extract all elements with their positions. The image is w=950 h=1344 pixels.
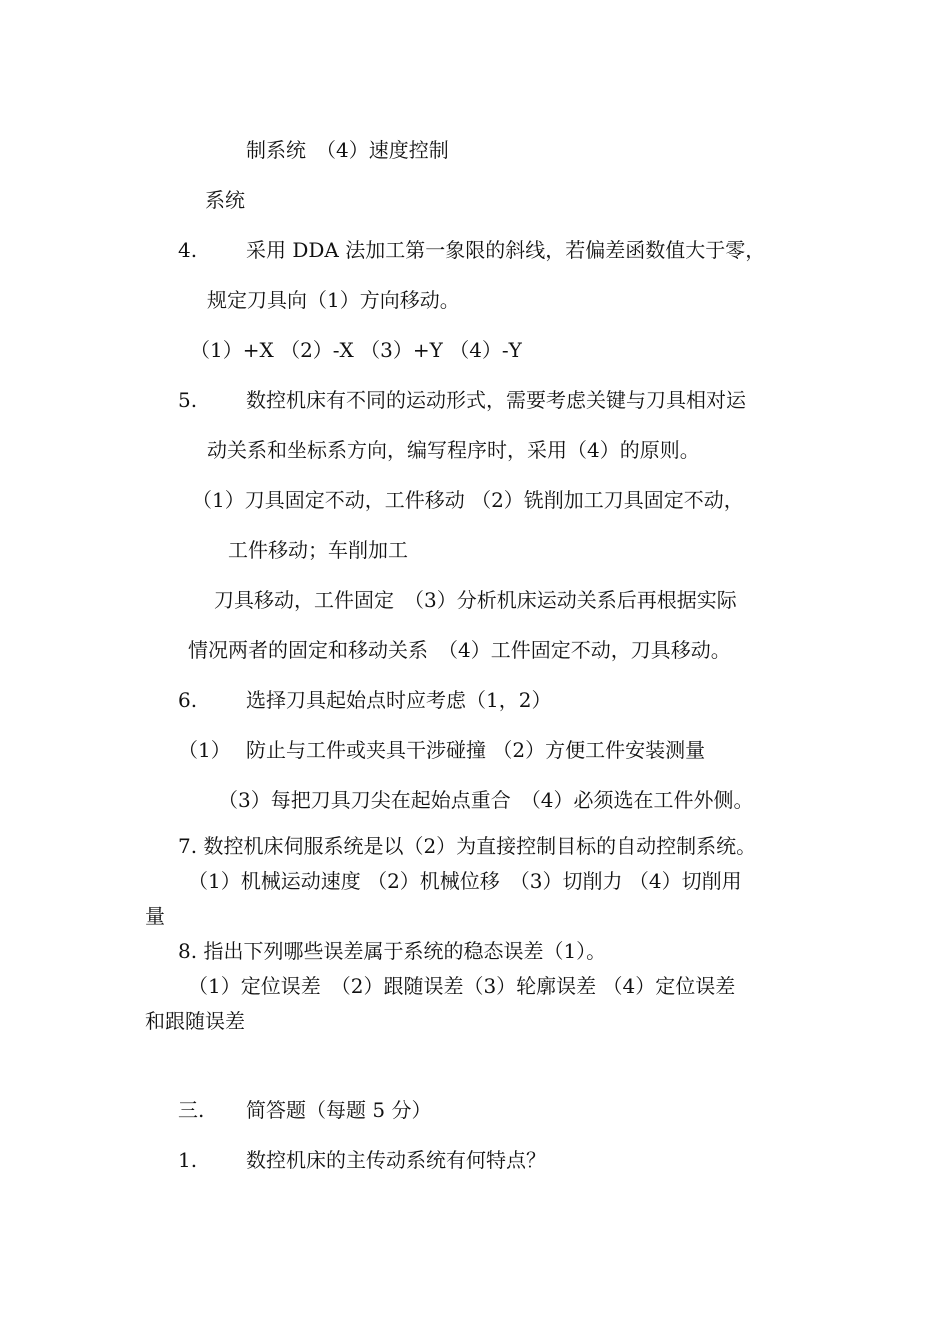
text-line: 制系统 （4）速度控制 [246, 138, 449, 162]
answer-options: 工件移动；车削加工 [228, 538, 408, 562]
section-number: 三. [178, 1098, 205, 1122]
answer-options: 刀具移动，工件固定 （3）分析机床运动关系后再根据实际 [214, 588, 737, 612]
answer-options: （1）定位误差 （2）跟随误差（3）轮廓误差 （4）定位误差 [188, 974, 736, 998]
answer-options: 情况两者的固定和移动关系 （4）工件固定不动，刀具移动。 [188, 638, 731, 662]
answer-options: （1）机械运动速度 （2）机械位移 （3）切削力 （4）切削用 [188, 869, 742, 893]
answer-options: （1）+X （2）-X （3）+Y （4）-Y [190, 338, 522, 362]
question-text: 采用 DDA 法加工第一象限的斜线，若偏差函数值大于零， [246, 238, 766, 262]
text-line: 动关系和坐标系方向，编写程序时，采用（4）的原则。 [207, 438, 700, 462]
question-text: 8. 指出下列哪些误差属于系统的稳态误差（1）。 [178, 939, 607, 963]
text-line: 和跟随误差 [145, 1009, 245, 1033]
text-line: 量 [145, 904, 165, 928]
question-text: 选择刀具起始点时应考虑（1，2） [246, 688, 552, 712]
question-text: 数控机床有不同的运动形式，需要考虑关键与刀具相对运 [246, 388, 746, 412]
text-line: 规定刀具向（1）方向移动。 [207, 288, 460, 312]
answer-option-label: （1） [178, 738, 231, 762]
question-text: 7. 数控机床伺服系统是以（2）为直接控制目标的自动控制系统。 [178, 834, 757, 858]
section-heading: 简答题（每题 5 分） [246, 1098, 432, 1122]
question-number: 4. [178, 238, 198, 262]
answer-options: （3）每把刀具刀尖在起始点重合 （4）必须选在工件外侧。 [218, 788, 754, 812]
answer-options: （1）刀具固定不动，工件移动 （2）铣削加工刀具固定不动， [192, 488, 744, 512]
question-number: 6. [178, 688, 198, 712]
text-line: 系统 [205, 188, 245, 212]
answer-options: 防止与工件或夹具干涉碰撞 （2）方便工件安装测量 [246, 738, 706, 762]
question-number: 5. [178, 388, 198, 412]
question-number: 1. [178, 1148, 198, 1172]
question-text: 数控机床的主传动系统有何特点？ [246, 1148, 546, 1172]
